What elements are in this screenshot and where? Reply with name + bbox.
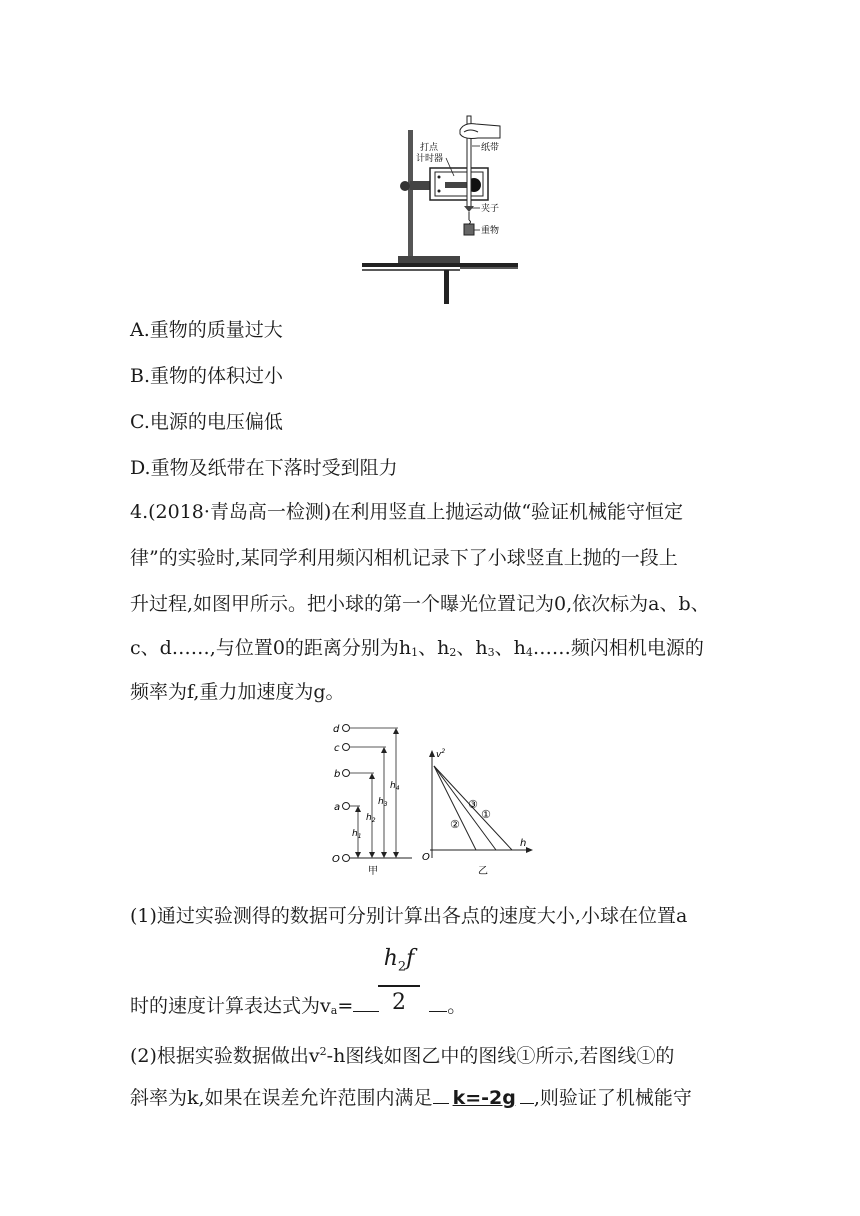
part1-line-2: 时的速度计算表达式为$v_a=$ 。 [130,995,467,1017]
option-a: A.重物的质量过大 [130,319,283,341]
fraction-denominator: 2 [392,990,406,1016]
q4-line-3: 升过程,如图甲所示。把小球的第一个曝光位置记为0,依次标为a、b、 [130,593,710,615]
label-timer-1: 打点 [420,143,439,153]
option-b: B.重物的体积过小 [130,365,284,387]
svg-text:h3: $h_3$ [378,797,388,808]
q4-line-1: 4.(2018·青岛高一检测)在利用竖直上抛运动做“验证机械能守恒定 [130,501,684,523]
svg-text:h4: $h_4$ [390,781,400,792]
stand-base [398,256,460,263]
clip-shape [464,206,474,212]
line-label-3: ③ [468,798,478,811]
fraction-bar [378,985,420,987]
answer-blank-right [429,1011,447,1012]
line-label-1: ① [481,808,491,821]
origin-label: O [422,852,430,863]
svg-text:a: a [334,802,341,813]
line-label-2: ② [450,818,460,831]
weight-block [464,224,474,235]
label-tape: 纸带 [481,143,500,153]
label-jia: 甲 [368,866,378,877]
svg-text:c: c [334,743,340,754]
option-d: D.重物及纸带在下落时受到阻力 [130,457,398,479]
label-weight: 重物 [481,226,500,236]
svg-text:h1: $h_1$ [352,829,362,840]
svg-text:O: O [332,854,340,865]
axis-y-label: $v^2$ [436,748,446,760]
point-c [334,743,386,754]
point-b [334,769,374,780]
stand-rod [408,130,413,258]
part2-line-1: (2)根据实验数据做出$v^2-h$图线如图乙中的图线①所示,若图线①的 [130,1045,675,1067]
height-h4 [390,728,400,858]
motion-figure [326,720,536,880]
clamp-knob [400,181,410,191]
point-o [332,854,350,865]
label-yi: 乙 [478,866,488,877]
svg-text:h2: $h_2$ [366,813,376,824]
q4-line-2: 律”的实验时,某同学利用频闪相机记录下了小球竖直上抛的一段上 [130,547,678,569]
height-h1 [352,806,362,858]
part2-line-2: 斜率为k,如果在误差允许范围内满足 k=-2g ,则验证了机械能守 [130,1087,692,1109]
option-c: C.电源的电压偏低 [130,411,283,433]
apparatus-figure [360,108,520,308]
part1-line-1: (1)通过实验测得的数据可分别计算出各点的速度大小,小球在位置a [130,905,688,927]
svg-text:b: b [334,769,341,780]
height-h2 [366,773,376,858]
label-clip: 夹子 [481,204,500,214]
q4-line-5: 频率为f,重力加速度为g。 [130,681,345,703]
table-top [362,263,518,267]
svg-text:d: d [333,724,340,735]
height-h3 [378,747,388,858]
table-leg [444,270,449,304]
answer-slope: k=-2g [452,1087,516,1109]
graph-yi [422,748,533,863]
label-timer-2: 计时器 [416,154,444,164]
axis-x-label: h [520,838,527,849]
answer-blank-left [353,1011,379,1012]
point-d [333,724,398,735]
q4-line-4: c、d……,与位置0的距离分别为$h_1$、$h_2$、$h_3$、$h_4\dots\dots$频闪相机电源的 [130,637,704,659]
fraction-numerator: $h_2f$ [383,946,415,975]
